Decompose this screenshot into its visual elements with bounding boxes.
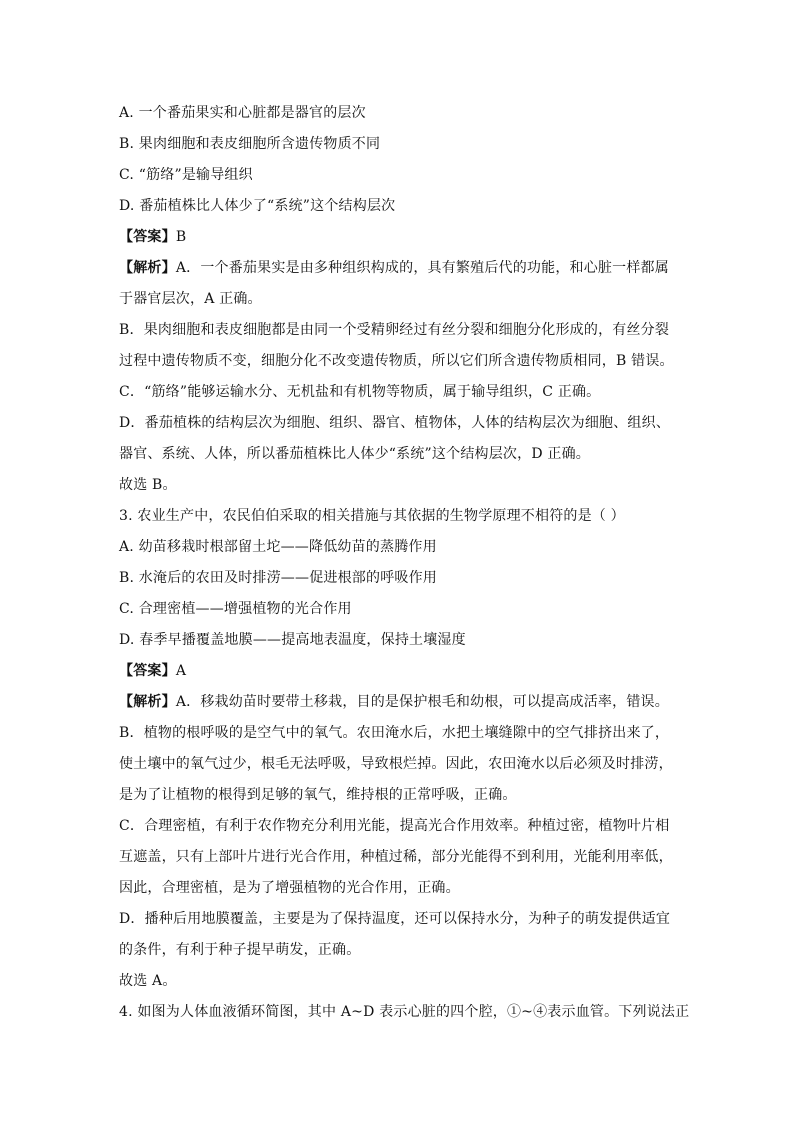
q2-analysis-line-1 xyxy=(119,259,679,277)
q2-answer xyxy=(119,228,679,246)
analysis-text: A．移栽幼苗时要带土移栽，目的是保护根毛和幼根，可以提高成活率，错误。 xyxy=(175,694,669,710)
q2-option-c: C. “筋络”是输导组织 xyxy=(119,167,253,183)
q3-analysis-line-4: 是为了让植物的根得到足够的氧气，维持根的正常呼吸，正确。 xyxy=(119,787,517,803)
q3-analysis-line-1 xyxy=(119,693,679,711)
q2-analysis-line-4: 过程中遗传物质不变，细胞分化不改变遗传物质，所以它们所含遗传物质相同，B 错误。 xyxy=(119,353,674,369)
q2-option-b: B. 果肉细胞和表皮细胞所含遗传物质不同 xyxy=(119,136,381,152)
q3-option-c: C. 合理密植——增强植物的光合作用 xyxy=(119,601,352,617)
q2-analysis-line-2: 于器官层次，A 正确。 xyxy=(119,291,262,307)
q2-conclusion: 故选 B。 xyxy=(119,477,177,493)
q3-stem: 3. 农业生产中，农民伯伯采取的相关措施与其依据的生物学原理不相符的是（ ） xyxy=(119,508,625,524)
q3-analysis-line-3: 使土壤中的氧气过少，根毛无法呼吸，导致根烂掉。因此，农田淹水以后必须及时排涝， xyxy=(119,756,673,772)
q2-analysis-line-7: 器官、系统、人体，所以番茄植株比人体少“系统”这个结构层次，D 正确。 xyxy=(119,446,590,462)
q3-analysis-line-8: D．播种后用地膜覆盖，主要是为了保持温度，还可以保持水分，为种子的萌发提供适宜 xyxy=(119,911,671,927)
q3-analysis-line-6: 互遮盖，只有上部叶片进行光合作用，种植过稀，部分光能得不到利用，光能利用率低， xyxy=(119,849,673,865)
q2-analysis-line-3: B．果肉细胞和表皮细胞都是由同一个受精卵经过有丝分裂和细胞分化形成的，有丝分裂 xyxy=(119,322,670,338)
answer-label: 【答案】 xyxy=(119,229,176,245)
answer-value: B xyxy=(175,229,187,245)
q3-analysis-line-2: B．植物的根呼吸的是空气中的氧气。农田淹水后，水把土壤缝隙中的空气排挤出来了， xyxy=(119,725,670,741)
analysis-label: 【解析】 xyxy=(119,260,176,276)
q3-analysis-line-7: 因此，合理密植，是为了增强植物的光合作用，正确。 xyxy=(119,880,460,896)
q3-option-a: A. 幼苗移栽时根部留土坨——降低幼苗的蒸腾作用 xyxy=(119,539,437,555)
analysis-text: A．一个番茄果实是由多种组织构成的，具有繁殖后代的功能，和心脏一样都属 xyxy=(175,260,669,276)
q3-analysis-line-5: C．合理密植，有利于农作物充分利用光能，提高光合作用效率。种植过密，植物叶片相 xyxy=(119,818,670,834)
q3-option-b: B. 水淹后的农田及时排涝——促进根部的呼吸作用 xyxy=(119,570,437,586)
q3-answer xyxy=(119,662,679,680)
q3-analysis-line-9: 的条件，有利于种子提早萌发，正确。 xyxy=(119,942,361,958)
q2-analysis-line-5: C．“筋络”能够运输水分、无机盐和有机物等物质，属于输导组织，C 正确。 xyxy=(119,384,601,400)
q3-option-d: D. 春季早播覆盖地膜——提高地表温度，保持土壤湿度 xyxy=(119,632,466,648)
analysis-label: 【解析】 xyxy=(119,694,176,710)
q2-option-a: A. 一个番茄果实和心脏都是器官的层次 xyxy=(119,105,366,121)
answer-label: 【答案】 xyxy=(119,663,176,679)
q4-stem: 4. 如图为人体血液循环简图，其中 A~D 表示心脏的四个腔，①~④表示血管。下列说法正 xyxy=(119,1004,690,1020)
q3-conclusion: 故选 A。 xyxy=(119,973,177,989)
q2-option-d: D. 番茄植株比人体少了“系统”这个结构层次 xyxy=(119,198,396,214)
q2-analysis-line-6: D．番茄植株的结构层次为细胞、组织、器官、植物体，人体的结构层次为细胞、组织、 xyxy=(119,415,671,431)
answer-value: A xyxy=(175,663,187,679)
